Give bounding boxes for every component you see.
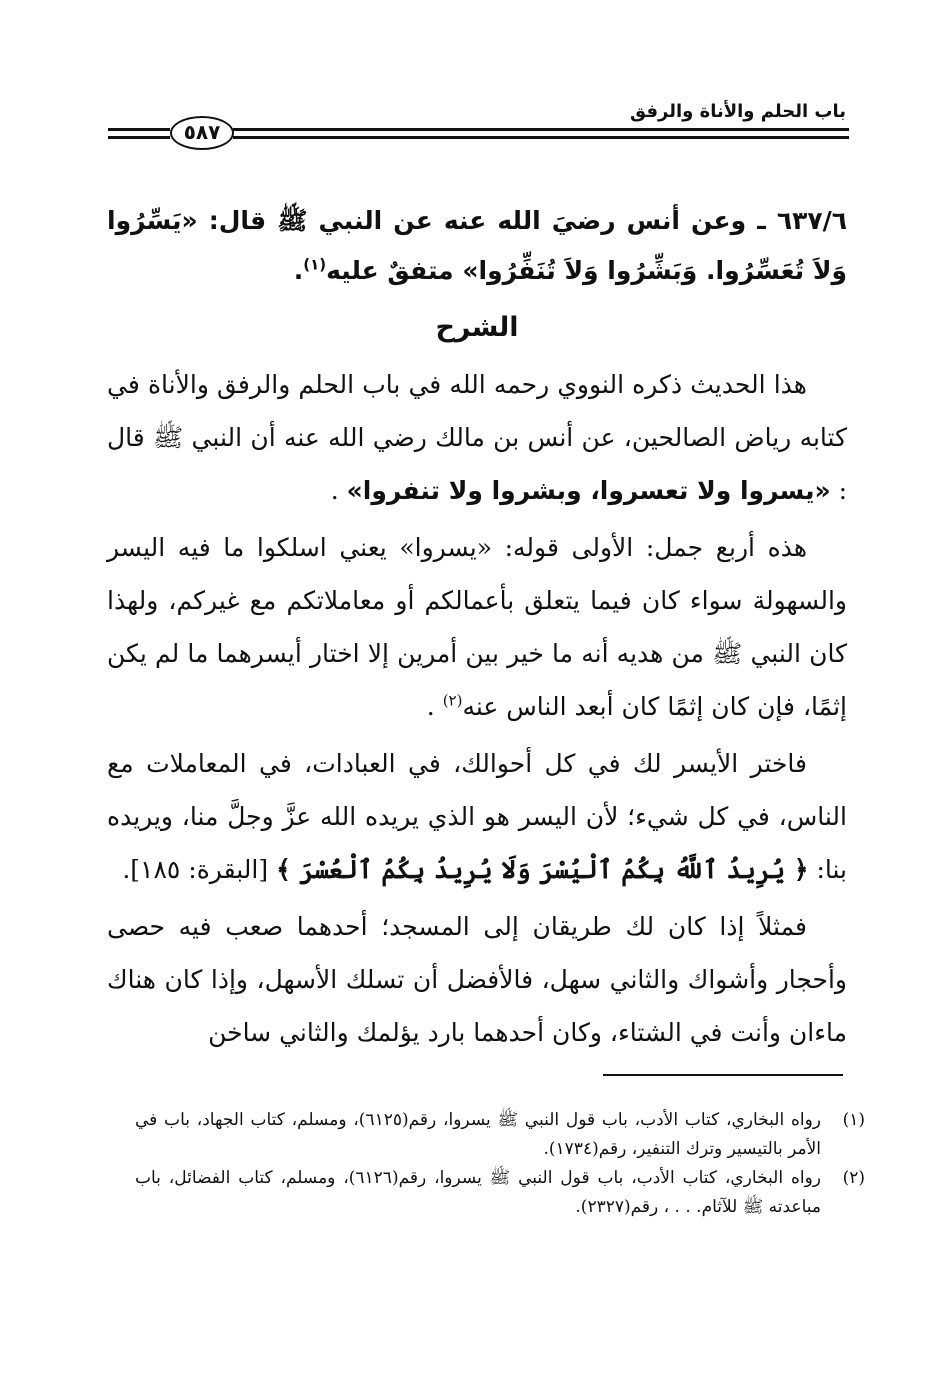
paragraph-1 [107, 358, 847, 517]
paragraph-1-text: هذا الحديث ذكره النووي رحمه الله في باب الحلم والرفق والأناة في كتابه رياض الصالحين، عن أنس بن مالك رضي الله عنه أن النبي ﷺ قال : [107, 370, 847, 505]
paragraph-1-quote: «يسروا ولا تعسروا، وبشروا ولا تنفروا» [346, 476, 831, 505]
paragraph-2-end: . [426, 692, 435, 721]
section-heading: الشرح [435, 312, 519, 343]
footnote-text: رواه البخاري، كتاب الأدب، باب قول النبي ﷺ يسروا، رقم(٦١٢٦)، ومسلم، كتاب الفضائل، باب مباعدته ﷺ للآثام. . . ، رقم(٢٣٢٧). [135, 1168, 822, 1217]
footnote-number: (٢) [842, 1168, 865, 1188]
page-body [107, 196, 847, 1063]
footnote-ref-1: (١) [303, 255, 327, 274]
header-rule-left [108, 128, 170, 139]
paragraph-2 [107, 521, 847, 733]
footnote-ref-2: (٢) [442, 691, 463, 710]
paragraph-1-end: . [330, 476, 339, 505]
footnote-2 [135, 1164, 865, 1222]
paragraph-2-text: هذه أربع جمل: الأولى قوله: «يسروا» يعني اسلكوا ما فيه اليسر والسهولة سواء كان فيما يتعلق بأعمالكم أو معاملاتكم مع غيركم، ولهذا كان النبي ﷺ من هديه أنه ما خير بين أمرين إلا اختار أيسرهما ما لم يكن إثمًا، فإن كان إثمًا كان أبعد الناس عنه [107, 533, 847, 721]
footnotes [135, 1106, 865, 1222]
header-rule [233, 128, 849, 139]
hadith-end: . [293, 256, 304, 285]
quran-verse: ﴿ يُرِيدُ ٱللَّهُ بِكُمُ ٱلْيُسْرَ وَلَا يُرِيدُ بِكُمُ ٱلْعُسْرَ ﴾ [276, 855, 809, 884]
hadith-text [107, 196, 847, 296]
footnote-text: رواه البخاري، كتاب الأدب، باب قول النبي ﷺ يسروا، رقم(٦١٢٥)، ومسلم، كتاب الجهاد، باب في الأمر بالتيسير وترك التنفير، رقم(١٧٣٤). [135, 1110, 822, 1159]
footnote-separator [603, 1074, 843, 1076]
paragraph-3 [107, 737, 847, 896]
footnote-number: (١) [842, 1110, 865, 1130]
footnote-1 [135, 1106, 865, 1164]
running-title: باب الحلم والأناة والرفق [630, 101, 846, 122]
quran-citation: [البقرة: ١٨٥]. [122, 855, 269, 884]
paragraph-3-text: فاختر الأيسر لك في كل أحوالك، في العبادات، في المعاملات مع الناس، في كل شيء؛ لأن اليسر هو الذي يريده الله عزَّ وجلَّ منا، ويريده بنا: [107, 749, 847, 884]
hadith-body: ٦٣٧/٦ ـ وعن أنس رضيَ الله عنه عن النبي ﷺ قال: «يَسِّرُوا وَلاَ تُعَسِّرُوا. وَبَشِّرُوا وَلاَ تُنَفِّرُوا» متفقٌ عليه [107, 206, 847, 285]
paragraph-4-text: فمثلاً إذا كان لك طريقان إلى المسجد؛ أحدهما صعب فيه حصى وأحجار وأشواك والثاني سهل، فالأفضل أن تسلك الأسهل، وإذا كان هناك ماءان وأنت في الشتاء، وكان أحدهما بارد يؤلمك والثاني ساخن [107, 912, 847, 1047]
page-number: ٥٨٧ [170, 116, 234, 150]
paragraph-4 [107, 900, 847, 1059]
